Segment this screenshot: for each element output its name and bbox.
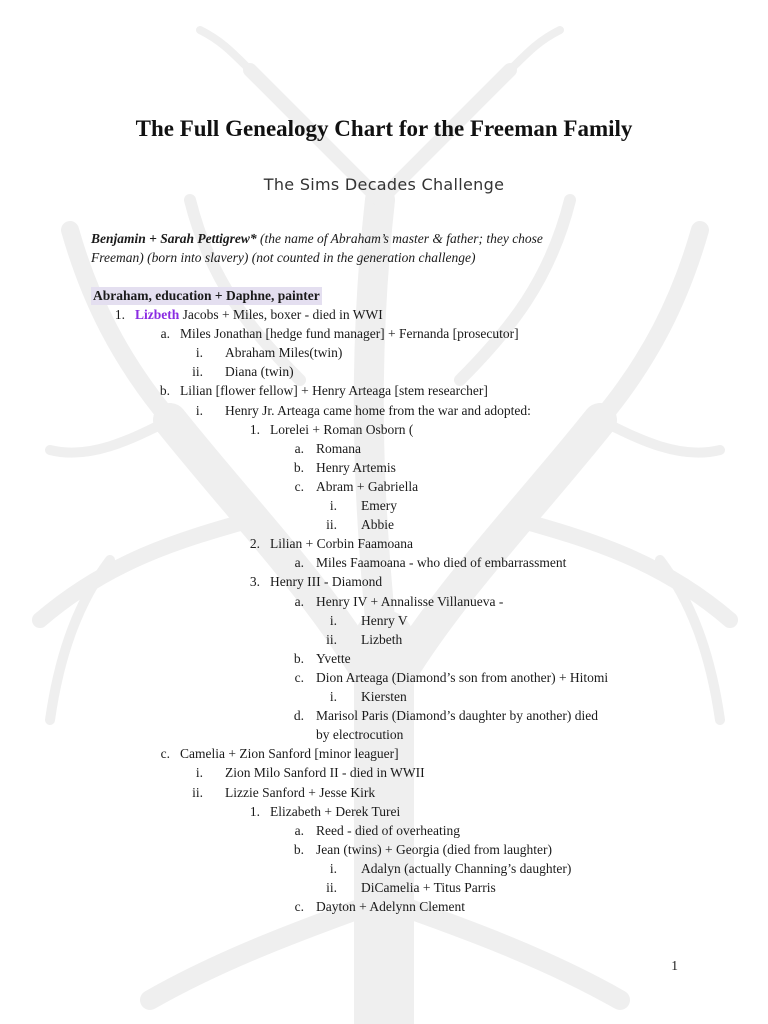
list-item-text: Elizabeth + Derek Turei bbox=[270, 803, 401, 819]
list-item bbox=[270, 534, 413, 553]
intro-paragraph bbox=[91, 229, 691, 267]
list-item bbox=[316, 553, 566, 572]
list-marker: c. bbox=[294, 478, 304, 494]
list-marker: i. bbox=[195, 765, 203, 781]
list-marker: c. bbox=[294, 899, 304, 915]
list-item-text: Romana bbox=[316, 440, 361, 456]
highlighted-name: Lizbeth bbox=[135, 307, 180, 322]
list-item-text: Lilian [flower fellow] + Henry Arteaga [stem researcher] bbox=[180, 383, 488, 399]
list-item bbox=[316, 649, 351, 668]
list-marker: i. bbox=[329, 689, 337, 704]
list-item bbox=[361, 496, 397, 515]
list-item-text: DiCamelia + Titus Parris bbox=[361, 880, 496, 895]
list-marker: b. bbox=[159, 383, 170, 399]
list-item-text: Marisol Paris (Diamond’s daughter by another) died bbox=[316, 708, 598, 724]
list-item-text: Lorelei + Roman Osborn ( bbox=[270, 421, 414, 437]
list-item-text: Dion Arteaga (Diamond’s son from another) + Hitomi bbox=[316, 669, 609, 685]
list-item-text: Henry IV + Annalisse Villanueva - bbox=[316, 593, 504, 609]
list-marker: i. bbox=[195, 345, 203, 361]
list-marker: ii. bbox=[326, 631, 337, 647]
list-marker: ii. bbox=[192, 364, 203, 380]
list-item-text: Kiersten bbox=[361, 689, 407, 704]
list-item bbox=[225, 401, 531, 420]
list-item bbox=[316, 725, 403, 744]
list-item bbox=[361, 630, 402, 649]
list-item bbox=[225, 763, 425, 782]
list-item bbox=[361, 611, 408, 630]
list-item bbox=[180, 381, 488, 400]
page-number: 1 bbox=[671, 958, 678, 973]
list-marker: c. bbox=[160, 746, 170, 762]
list-item bbox=[316, 477, 418, 496]
list-marker: a. bbox=[294, 822, 304, 838]
list-item-text: Henry Jr. Arteaga came home from the war and adopted: bbox=[225, 402, 531, 418]
list-item bbox=[225, 343, 342, 362]
list-item-text: Reed - died of overheating bbox=[316, 822, 460, 838]
list-item bbox=[180, 324, 519, 343]
list-item-text: Camelia + Zion Sanford [minor leaguer] bbox=[180, 746, 399, 762]
list-item-text: Jean (twins) + Georgia (died from laughter) bbox=[316, 841, 553, 857]
list-marker: 3. bbox=[249, 574, 260, 590]
list-item bbox=[270, 420, 413, 439]
list-marker: a. bbox=[294, 440, 304, 456]
list-item-text: Adalyn (actually Channing’s daughter) bbox=[361, 860, 572, 876]
intro-names: Benjamin + Sarah Pettigrew* bbox=[91, 231, 257, 246]
list-item-text: by electrocution bbox=[316, 727, 404, 743]
list-item bbox=[316, 592, 503, 611]
list-marker: b. bbox=[293, 459, 304, 475]
list-item-text: Emery bbox=[361, 498, 397, 513]
list-marker: d. bbox=[293, 708, 304, 724]
list-marker: 1. bbox=[249, 803, 260, 819]
list-item bbox=[316, 668, 608, 687]
list-marker: b. bbox=[293, 841, 304, 857]
list-item-text: Henry Artemis bbox=[316, 459, 396, 475]
list-item-text: Dayton + Adelynn Clement bbox=[316, 899, 465, 915]
list-item bbox=[361, 878, 496, 897]
list-item-text: Lilian + Corbin Faamoana bbox=[270, 536, 413, 552]
list-marker: ii. bbox=[326, 880, 337, 895]
list-marker: ii. bbox=[192, 784, 203, 800]
list-item bbox=[316, 897, 465, 916]
list-marker: i. bbox=[329, 612, 337, 628]
list-item-text: Lizzie Sanford + Jesse Kirk bbox=[225, 784, 376, 800]
list-item-text: Jacobs + Miles, boxer - died in WWI bbox=[179, 307, 383, 322]
list-item-text: Miles Faamoana - who died of embarrassment bbox=[316, 555, 567, 571]
section-heading: Abraham, education + Daphne, painter bbox=[93, 288, 320, 303]
list-item bbox=[316, 821, 460, 840]
intro-line1: (the name of Abraham’s master & father; they chose bbox=[259, 231, 543, 246]
list-item bbox=[180, 744, 399, 763]
list-item bbox=[225, 362, 294, 381]
list-item-text: Zion Milo Sanford II - died in WWII bbox=[225, 765, 425, 781]
list-item bbox=[316, 439, 361, 458]
intro-line2: Freeman) (born into slavery) (not counted in the generation challenge) bbox=[91, 250, 476, 265]
list-item-text: Abbie bbox=[361, 517, 394, 533]
list-marker: c. bbox=[294, 669, 304, 685]
list-item-text: Henry V bbox=[361, 612, 408, 628]
list-item bbox=[316, 706, 598, 725]
list-item-text: Yvette bbox=[316, 650, 351, 666]
list-marker: a. bbox=[294, 593, 304, 609]
document-title: The Full Genealogy Chart for the Freeman Family bbox=[135, 116, 633, 141]
list-item-text: Abraham Miles(twin) bbox=[225, 345, 343, 361]
list-item bbox=[270, 802, 400, 821]
list-marker: b. bbox=[293, 650, 304, 666]
list-marker: a. bbox=[160, 326, 170, 342]
list-marker: i. bbox=[329, 498, 337, 513]
list-item bbox=[225, 783, 375, 802]
list-item bbox=[316, 458, 396, 477]
list-item bbox=[135, 305, 383, 324]
list-item-text: Abram + Gabriella bbox=[316, 478, 419, 494]
document-subtitle: The Sims Decades Challenge bbox=[263, 175, 505, 194]
list-marker: 1. bbox=[249, 421, 260, 437]
list-marker: i. bbox=[329, 860, 337, 876]
list-item-text: Miles Jonathan [hedge fund manager] + Fernanda [prosecutor] bbox=[180, 326, 519, 342]
list-item bbox=[270, 572, 382, 591]
list-item bbox=[361, 515, 394, 534]
list-item-text: Henry III - Diamond bbox=[270, 574, 383, 590]
list-marker: a. bbox=[294, 555, 304, 571]
list-item-text: Lizbeth bbox=[361, 631, 403, 647]
list-marker: 2. bbox=[249, 536, 260, 552]
list-item bbox=[361, 859, 571, 878]
list-item bbox=[316, 840, 552, 859]
list-marker: 1. bbox=[114, 307, 125, 322]
list-item-text: Diana (twin) bbox=[225, 364, 294, 380]
list-marker: i. bbox=[195, 402, 203, 418]
list-item bbox=[361, 687, 407, 706]
list-marker: ii. bbox=[326, 517, 337, 533]
